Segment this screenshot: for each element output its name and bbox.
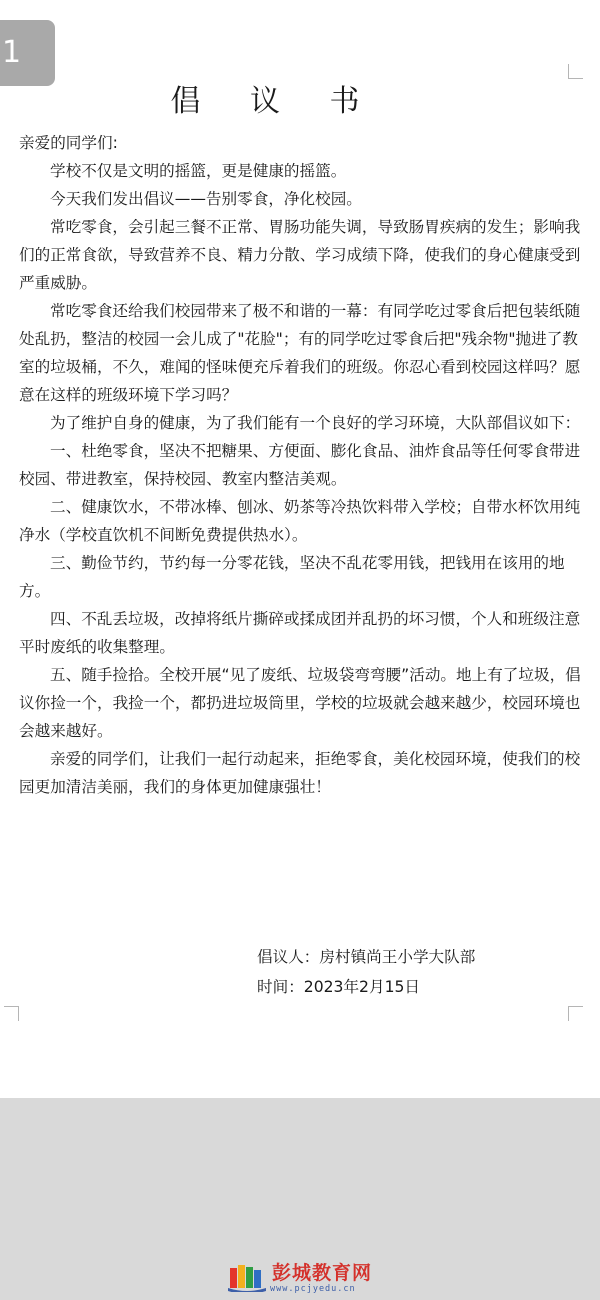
brand-name: 彭城教育网: [272, 1262, 373, 1284]
footer-area: [0, 1098, 600, 1300]
paragraph: 今天我们发出倡议——告别零食，净化校园。: [50, 190, 362, 208]
margin-corner-bottom-right: [568, 1006, 583, 1021]
paragraph: 学校不仅是文明的摇篮，更是健康的摇篮。: [50, 162, 347, 180]
page-number-badge[interactable]: 1: [0, 20, 55, 86]
paragraph: 常吃零食还给我们校园带来了极不和谐的一幕：有同学吃过零食后把包装纸随处乱扔，整洁的校园一会儿成了"花脸"；有的同学吃过零食后把"残余物"抛进了教室的垃圾桶，不久，难闻的怪味便充斥着我们的班级。你忍心看到校园这样吗？愿意在这样的班级环境下学习吗？: [19, 302, 581, 404]
closing-paragraph: 亲爱的同学们，让我们一起行动起来，拒绝零食，美化校园环境，使我们的校园更加清洁美丽，我们的身体更加健康强壮！: [19, 750, 581, 796]
margin-corner-bottom-left: [4, 1006, 19, 1021]
paragraph: 常吃零食，会引起三餐不正常、胃肠功能失调，导致肠胃疾病的发生；影响我们的正常食欲，导致营养不良、精力分散、学习成绩下降，使我们的身心健康受到严重威胁。: [19, 218, 581, 292]
margin-corner-top-right: [568, 64, 583, 79]
proposal-item: 四、不乱丢垃圾，改掉将纸片撕碎或揉成团并乱扔的坏习惯，个人和班级注意平时废纸的收集整理。: [19, 610, 581, 656]
document-title: 倡 议 书: [170, 84, 380, 119]
proposer-line: 倡议人：房村镇尚王小学大队部: [257, 948, 476, 966]
document-body: [19, 129, 581, 801]
proposal-item: 三、勤俭节约，节约每一分零花钱，坚决不乱花零用钱，把钱用在该用的地方。: [19, 554, 565, 600]
proposal-item: 一、杜绝零食，坚决不把糖果、方便面、膨化食品、油炸食品等任何零食带进校园、带进教室，保持校园、教室内整洁美观。: [19, 442, 581, 488]
proposal-item: 五、随手捡拾。全校开展“见了废纸、垃圾袋弯弯腰”活动。地上有了垃圾，倡议你捡一个，我捡一个，都扔进垃圾筒里，学校的垃圾就会越来越少，校园环境也会越来越好。: [19, 666, 581, 740]
books-logo-icon: [228, 1264, 266, 1292]
paragraph: 为了维护自身的健康，为了我们能有一个良好的学习环境，大队部倡议如下：: [50, 414, 581, 432]
signature-block: [257, 942, 475, 1002]
brand-url: www.pcjyedu.cn: [270, 1284, 356, 1294]
proposal-item: 二、健康饮水，不带冰棒、刨冰、奶茶等冷热饮料带入学校；自带水杯饮用纯净水（学校直饮机不间断免费提供热水）。: [19, 498, 581, 544]
date-line: 时间：2023年2月15日: [257, 978, 421, 996]
greeting: 亲爱的同学们:: [19, 134, 118, 152]
